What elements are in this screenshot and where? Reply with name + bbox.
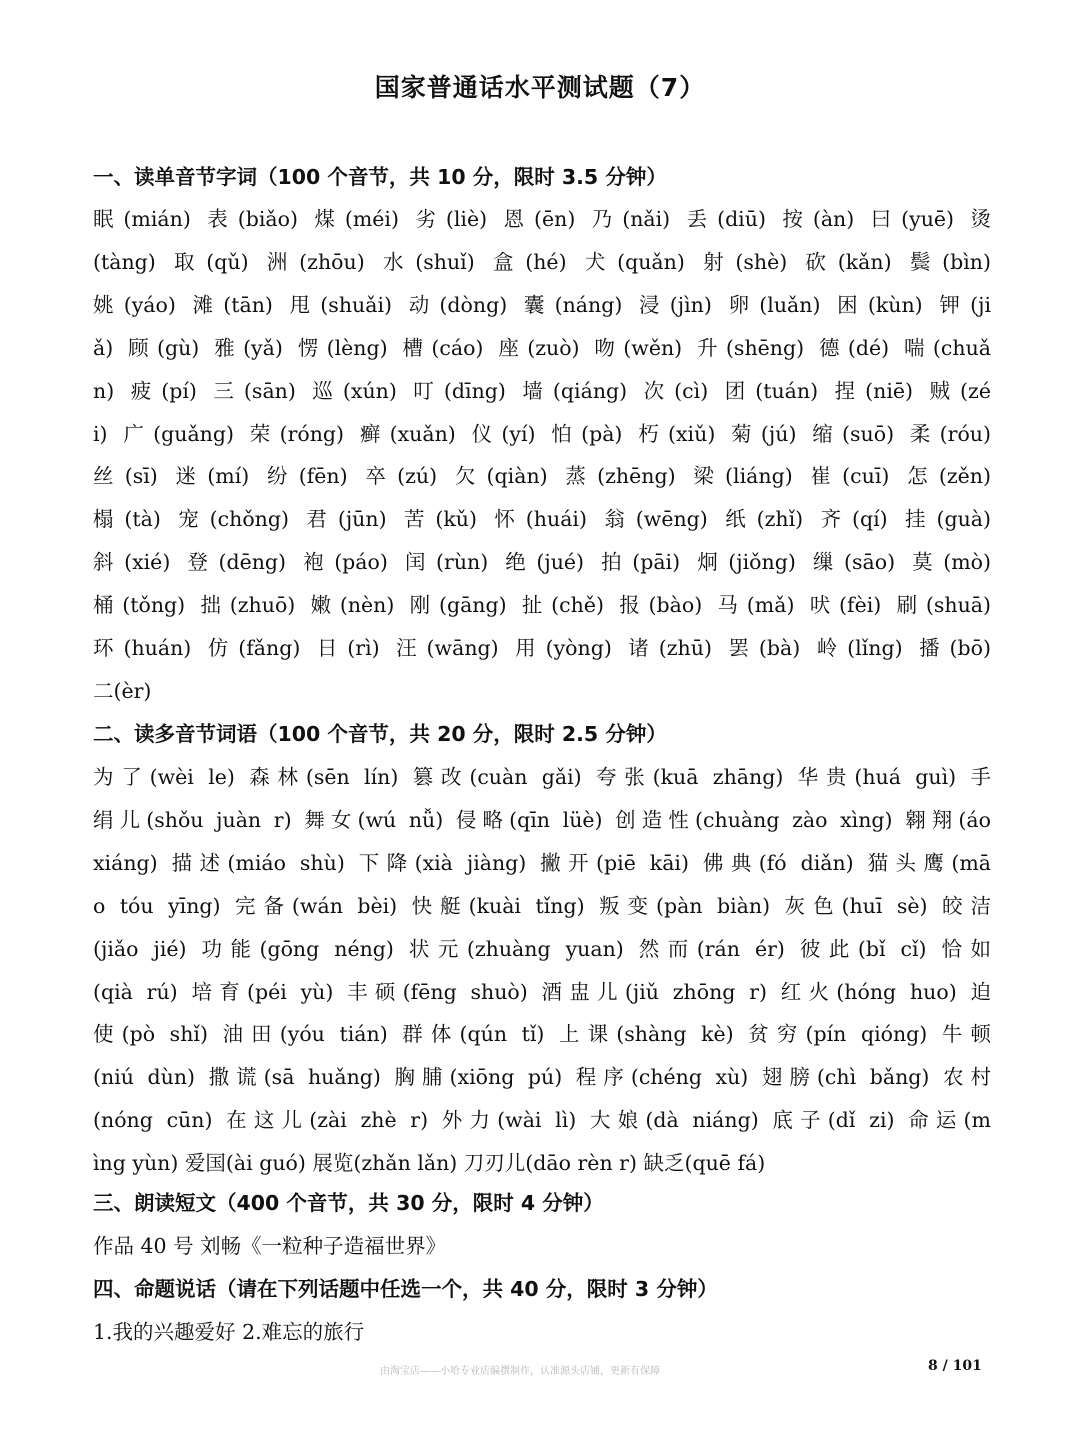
text-line: 为了(wèi le) 森林(sēn lín) 篡改(cuàn gǎi) 夸张(kuā zhāng) 华贵(huá guì) 手 <box>93 765 991 789</box>
text-line: 环(huán) 仿(fǎng) 日(rì) 汪(wāng) 用(yòng) 诸(zhū) 罢(bà) 岭(lǐng) 播(bō) <box>93 636 991 660</box>
page-number: 8 / 101 <box>928 1358 982 1374</box>
text-line: 斜(xié) 登(dēng) 袍(páo) 闰(rùn) 绝(jué) 拍(pāi) 炯(jiǒng) 缫(sāo) 莫(mò) <box>93 550 991 575</box>
text-line: 使(pò shǐ) 油田(yóu tián) 群体(qún tǐ) 上课(shàng kè) 贫穷(pín qióng) 牛顿 <box>93 1022 991 1047</box>
text-line: 绢儿(shǒu juàn r) 舞女(wú nǚ) 侵略(qīn lüè) 创造性(chuàng zào xìng) 翱翔(áo <box>93 807 991 832</box>
text-line: ǎ) 顾(gù) 雅(yǎ) 愣(lèng) 槽(cáo) 座(zuò) 吻(wěn) 升(shēng) 德(dé) 喘(chuǎ <box>93 335 991 360</box>
page-title: 国家普通话水平测试题（7） <box>374 73 706 102</box>
text-line: ìng yùn) 爱国(ài guó) 展览(zhǎn lǎn) 刀刃儿(dāo rèn r) 缺乏(quē fá) <box>93 1151 766 1176</box>
text-line: 丝(sī) 迷(mí) 纷(fēn) 卒(zú) 欠(qiàn) 蒸(zhēng) 梁(liáng) 崔(cuī) 怎(zěn) <box>93 464 991 489</box>
text-line: (jiǎo jié) 功能(gōng néng) 状元(zhuàng yuan) 然而(rán ér) 彼此(bǐ cǐ) 恰如 <box>93 936 991 961</box>
section3-heading: 三、朗读短文（400 个音节，共 30 分，限时 4 分钟） <box>93 1191 604 1215</box>
section4-text: 1.我的兴趣爱好 2.难忘的旅行 <box>93 1320 365 1344</box>
text-line: (niú dùn) 撒谎(sā huǎng) 胸脯(xiōng pú) 程序(chéng xù) 翅膀(chì bǎng) 农村 <box>93 1065 991 1090</box>
section2-heading: 二、读多音节词语（100 个音节，共 20 分，限时 2.5 分钟） <box>93 722 667 746</box>
text-line: xiáng) 描述(miáo shù) 下降(xià jiàng) 撇开(piē kāi) 佛典(fó diǎn) 猫头鹰(mā <box>93 850 991 875</box>
text-line: n) 疲(pí) 三(sān) 巡(xún) 叮(dīng) 墙(qiáng) 次(cì) 团(tuán) 捏(niē) 贼(zé <box>93 378 991 403</box>
text-line: 榻(tà) 宠(chǒng) 君(jūn) 苦(kǔ) 怀(huái) 翁(wēng) 纸(zhǐ) 齐(qí) 挂(guà) <box>93 507 991 532</box>
text-line: (tàng) 取(qǔ) 洲(zhōu) 水(shuǐ) 盒(hé) 犬(quǎn) 射(shè) 砍(kǎn) 鬓(bìn) <box>93 249 991 274</box>
section4-heading: 四、命题说话（请在下列话题中任选一个，共 40 分，限时 3 分钟） <box>93 1277 718 1301</box>
text-line: (nóng cūn) 在这儿(zài zhè r) 外力(wài lì) 大娘(dà niáng) 底子(dǐ zi) 命运(m <box>93 1108 991 1133</box>
text-line: 姚(yáo) 滩(tān) 甩(shuǎi) 动(dòng) 囊(náng) 浸(jìn) 卵(luǎn) 困(kùn) 钾(ji <box>93 292 991 317</box>
section3-text: 作品 40 号 刘畅《一粒种子造福世界》 <box>93 1234 447 1258</box>
footer-note: 由淘宝店——小哈专业店编撰制作，认准源头店铺，更新有保障 <box>380 1366 660 1377</box>
text-line: i) 广(guǎng) 荣(róng) 癣(xuǎn) 仪(yí) 怕(pà) 朽(xiǔ) 菊(jú) 缩(suō) 柔(róu) <box>93 421 991 446</box>
text-line: 眠(mián) 表(biǎo) 煤(méi) 劣(liè) 恩(ēn) 乃(nǎi) 丢(diū) 按(àn) 曰(yuē) 烫 <box>93 207 991 231</box>
text-line: o tóu yīng) 完备(wán bèi) 快艇(kuài tǐng) 叛变(pàn biàn) 灰色(huī sè) 皎洁 <box>93 893 991 918</box>
text-line: 二(èr) <box>93 678 152 703</box>
section1-heading: 一、读单音节字词（100 个音节，共 10 分，限时 3.5 分钟） <box>93 165 667 189</box>
text-line: (qià rú) 培育(péi yù) 丰硕(fēng shuò) 酒盅儿(jiǔ zhōng r) 红火(hóng huo) 迫 <box>93 979 991 1004</box>
text-line: 桶(tǒng) 拙(zhuō) 嫩(nèn) 刚(gāng) 扯(chě) 报(bào) 马(mǎ) 吠(fèi) 刷(shuā) <box>93 593 991 618</box>
